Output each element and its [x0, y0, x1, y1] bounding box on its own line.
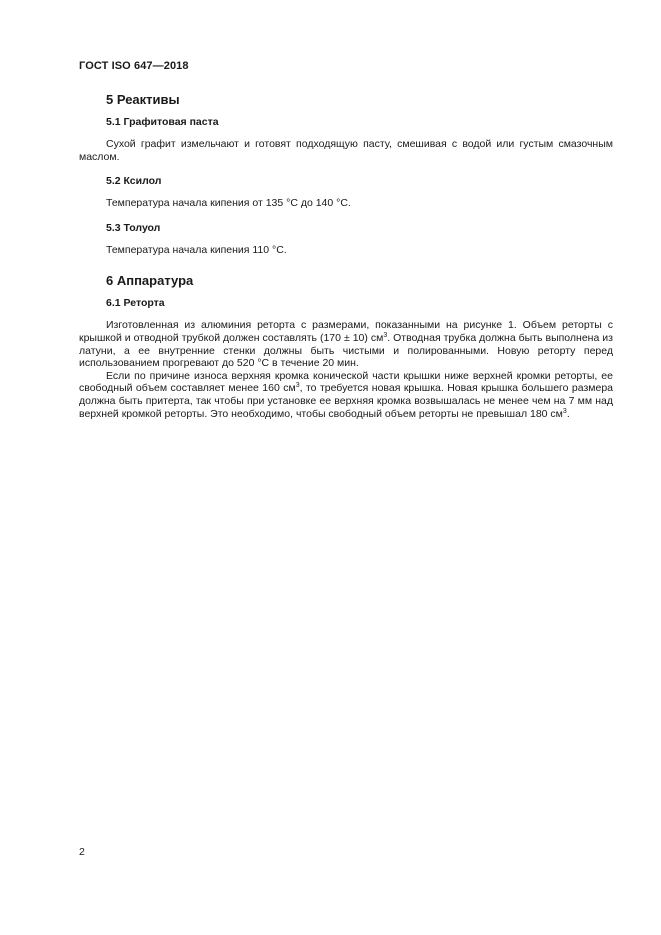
document-body — [79, 92, 613, 420]
document-header: ГОСТ ISO 647—2018 — [79, 60, 189, 72]
section-5-2-title: 5.2 Ксилол — [106, 175, 162, 188]
section-5-title: 5 Реактивы — [106, 92, 180, 107]
section-5-1-title: 5.1 Графитовая паста — [106, 116, 219, 128]
section-6-title: 6 Аппаратура — [106, 273, 194, 289]
section-5-1-text: Сухой графит измельчают и готовят подходящую пасту, смешивая с водой или густым смазочным маслом. — [79, 138, 613, 163]
section-5-3-title: 5.3 Толуол — [106, 221, 161, 234]
section-6-1-paragraph-1: Изготовленная из алюминия реторта с размерами, показанными на рисунке 1. Объем реторты с крышкой и отводной трубкой должен составлять (170 ± 10) $см^3$. Отводная трубка должна быть выполнена из латуни, а ее внутренние стенки должны быть чистыми и полированными. Новую реторту перед использованием прогревают до 520 °C в течение 20 мин. — [79, 319, 613, 370]
section-5-2-text: Температура начала кипения от 135 °C до 140 °C. — [106, 197, 351, 210]
section-6-1-paragraph-2: Если по причине износа верхняя кромка конической части крышки ниже верхней кромки реторты, ее свободный объем составляет менее 160 $см^3$, то требуется новая крышка. Новая крышка большего размера должна быть притерта, так чтобы при установке ее верхняя кромка возвышалась не менее чем на 7 мм над верхней кромкой реторты. Это необходимо, чтобы свободный объем реторты не превышал 180 $см^3$. — [79, 369, 614, 420]
section-6-1-title: 6.1 Реторта — [106, 297, 165, 310]
page-number: 2 — [79, 846, 85, 858]
section-5-3-text: Температура начала кипения 110 °C. — [106, 243, 287, 256]
